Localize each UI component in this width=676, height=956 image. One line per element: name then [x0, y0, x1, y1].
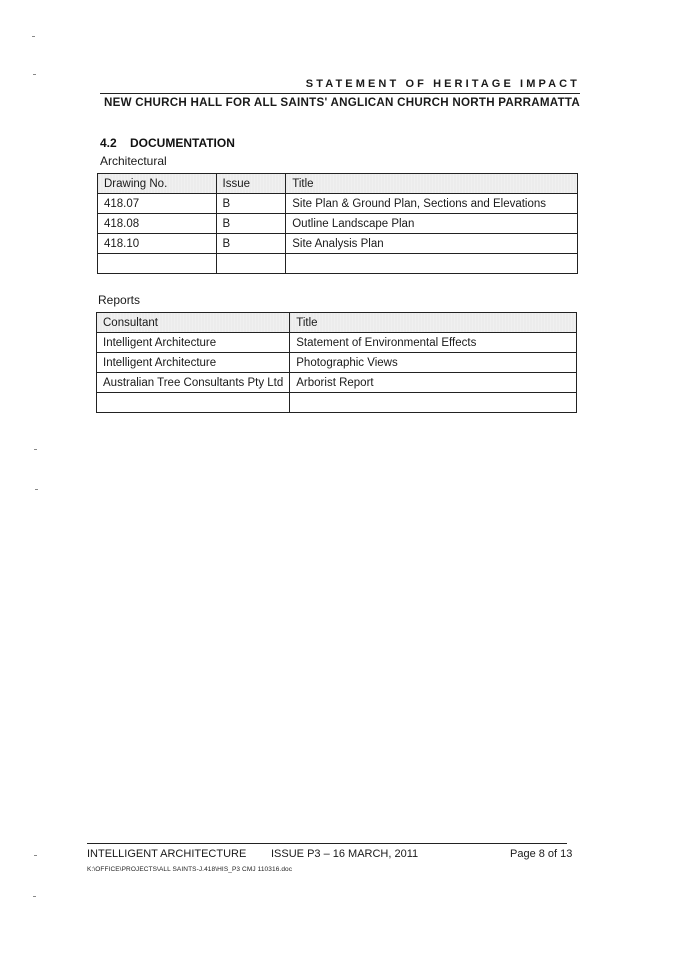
- project-title: NEW CHURCH HALL FOR ALL SAINTS' ANGLICAN CHURCH NORTH PARRAMATTA: [103, 96, 580, 109]
- table-row: [98, 234, 578, 254]
- column-header: Drawing No.: [98, 174, 217, 194]
- section-title: DOCUMENTATION: [130, 136, 235, 150]
- column-header: Consultant: [97, 313, 290, 333]
- scan-mark: [32, 36, 35, 37]
- table-header-row: [98, 174, 578, 194]
- footer-page-number: Page 8 of 13: [510, 848, 573, 860]
- consultant-cell: [97, 393, 290, 413]
- consultant-cell: Intelligent Architecture: [97, 333, 290, 353]
- architectural-table: [97, 173, 578, 274]
- issue-cell: B: [216, 194, 286, 214]
- drawing-number-cell: 418.07: [98, 194, 217, 214]
- column-header: Title: [290, 313, 577, 333]
- column-header: Issue: [216, 174, 286, 194]
- document-type-heading: STATEMENT OF HERITAGE IMPACT: [305, 78, 580, 90]
- title-cell: Site Analysis Plan: [286, 234, 578, 254]
- table-row: [97, 373, 577, 393]
- issue-cell: B: [216, 214, 286, 234]
- table-row: [97, 353, 577, 373]
- table-row: [98, 194, 578, 214]
- footer-file-path: K:\OFFICE\PROJECTS\ALL SAINTS-J.418\HIS_P3 CMJ 110316.doc: [87, 866, 293, 873]
- drawing-number-cell: [98, 254, 217, 274]
- title-cell: Arborist Report: [290, 373, 577, 393]
- section-heading: [100, 136, 235, 150]
- scan-mark: [34, 855, 37, 856]
- footer-rule: [87, 843, 567, 844]
- scan-mark: [34, 449, 37, 450]
- consultant-cell: Australian Tree Consultants Pty Ltd: [97, 373, 290, 393]
- table-row: [97, 333, 577, 353]
- header-rule: [100, 93, 580, 94]
- scan-mark: [35, 489, 38, 490]
- scan-mark: [33, 74, 36, 75]
- column-header: Title: [286, 174, 578, 194]
- title-cell: Photographic Views: [290, 353, 577, 373]
- drawing-number-cell: 418.10: [98, 234, 217, 254]
- table-row: [98, 214, 578, 234]
- title-cell: Statement of Environmental Effects: [290, 333, 577, 353]
- title-cell: [286, 254, 578, 274]
- issue-cell: [216, 254, 286, 274]
- table-row-empty: [97, 393, 577, 413]
- reports-label: Reports: [98, 293, 141, 307]
- title-cell: [290, 393, 577, 413]
- architectural-label: Architectural: [100, 154, 167, 168]
- scan-mark: [33, 896, 36, 897]
- consultant-cell: Intelligent Architecture: [97, 353, 290, 373]
- footer-company: INTELLIGENT ARCHITECTURE: [87, 848, 247, 860]
- title-cell: Site Plan & Ground Plan, Sections and Elevations: [286, 194, 578, 214]
- reports-table: [96, 312, 577, 413]
- drawing-number-cell: 418.08: [98, 214, 217, 234]
- title-cell: Outline Landscape Plan: [286, 214, 578, 234]
- table-header-row: [97, 313, 577, 333]
- footer-issue: ISSUE P3 – 16 MARCH, 2011: [271, 848, 419, 860]
- issue-cell: B: [216, 234, 286, 254]
- table-row-empty: [98, 254, 578, 274]
- section-number: 4.2: [100, 136, 117, 150]
